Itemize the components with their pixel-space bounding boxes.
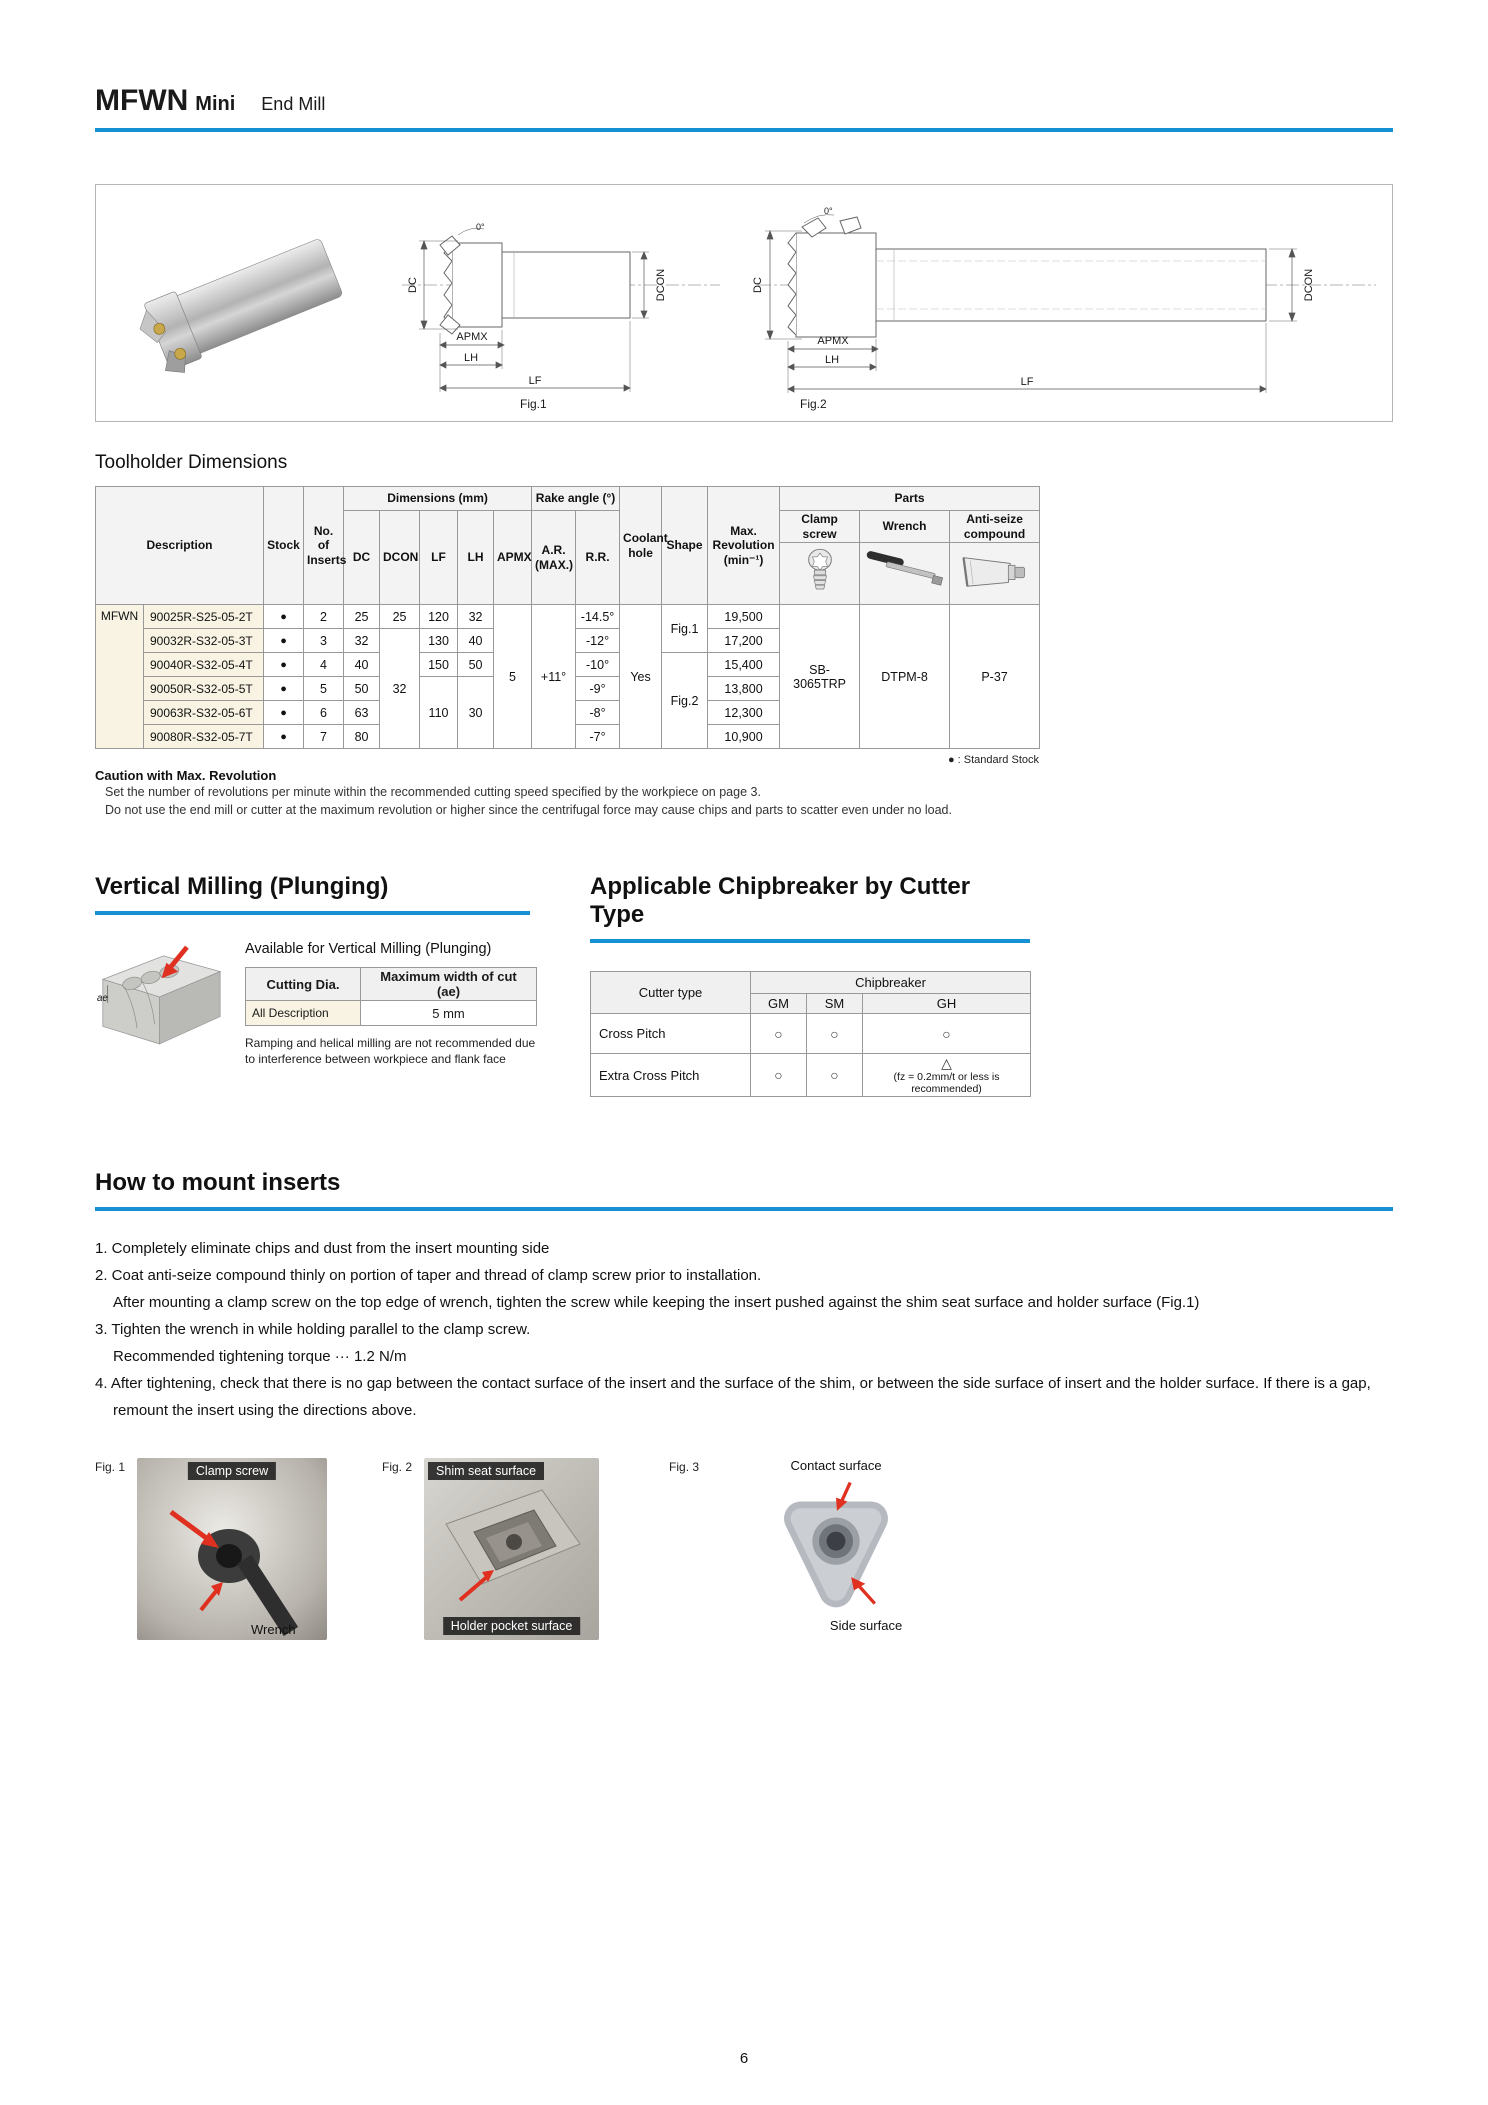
figure-1-photo <box>137 1458 327 1640</box>
chipbreaker-row <box>591 1014 1031 1054</box>
stock-cell: ● <box>264 677 304 701</box>
desc-cell: 90050R-S32-05-5T <box>144 677 264 701</box>
gh-note: (fz = 0.2mm/t or less is recommended) <box>893 1071 1000 1095</box>
chipbreaker-row <box>591 1054 1031 1097</box>
rev-cell: 13,800 <box>708 677 780 701</box>
figure-1-overlay <box>137 1458 327 1640</box>
fig1-lf-label: LF <box>528 375 542 387</box>
rev-cell: 17,200 <box>708 629 780 653</box>
col-header-rr: R.R. <box>576 511 620 605</box>
figure-2-overlay <box>424 1458 599 1640</box>
clamp-screw-icon <box>803 546 837 598</box>
stock-cell: ● <box>264 725 304 749</box>
figure-1 <box>95 1458 327 1640</box>
dc-cell: 63 <box>344 701 380 725</box>
ar-cell: +11° <box>532 605 576 749</box>
cutter-type-cell: Extra Cross Pitch <box>591 1054 751 1097</box>
dc-cell: 32 <box>344 629 380 653</box>
wrench-icon-cell <box>860 543 950 605</box>
rev-cell: 12,300 <box>708 701 780 725</box>
coolant-cell: Yes <box>620 605 662 749</box>
fig1-drawing <box>372 197 732 412</box>
col-header-coolant: Coolant hole <box>620 487 662 605</box>
mounting-step: 2. Coat anti-seize compound thinly on portion of taper and thread of clamp screw prior to installation. <box>95 1267 762 1285</box>
figure-2-label: Fig. 2 <box>382 1460 413 1475</box>
inserts-cell: 6 <box>304 701 344 725</box>
gh-header: GH <box>863 994 1031 1014</box>
ae-label: ae <box>96 993 108 1005</box>
fig1-dcon-label: DCON <box>655 268 667 302</box>
mounting-step: 3. Tighten the wrench in while holding parallel to the clamp screw. <box>95 1321 531 1339</box>
inserts-cell: 4 <box>304 653 344 677</box>
dc-cell: 25 <box>344 605 380 629</box>
gm-mark: ○ <box>751 1014 807 1054</box>
fig1-angle-label: 0° <box>476 222 485 232</box>
anti-seize-cell: P-37 <box>950 605 1040 749</box>
chipbreaker-heading: Applicable Chipbreaker by Cutter Type <box>590 873 971 929</box>
chipbreaker-group-header: Chipbreaker <box>751 972 1031 994</box>
shape-cell: Fig.2 <box>662 653 708 749</box>
caution-line: Set the number of revolutions per minute within the recommended cutting speed specified by the workpiece on page 3. <box>105 785 761 799</box>
mounting-step: 4. After tightening, check that there is no gap between the contact surface of the insert and the surface of the shim, or between the side surface of insert and the holder surface. If there is a gap, remount the insert using the directions above. <box>95 1375 1371 1420</box>
insert-illustration <box>721 1475 951 1613</box>
col-header-ar-max: A.R. (MAX.) <box>532 511 576 605</box>
col-header-anti-seize: Anti-seize compound <box>950 511 1040 543</box>
col-header-max-revolution: Max. Revolution (min⁻¹) <box>708 487 780 605</box>
vertical-milling-rule <box>95 911 530 915</box>
stock-cell: ● <box>264 701 304 725</box>
fig2-drawing <box>744 197 1384 412</box>
col-header-dcon: DCON <box>380 511 420 605</box>
dcon-cell: 32 <box>380 629 420 749</box>
lh-cell: 30 <box>458 677 494 749</box>
title-rule <box>95 128 1393 132</box>
dcon-cell: 25 <box>380 605 420 629</box>
col-group-parts: Parts <box>780 487 1040 511</box>
dc-cell: 80 <box>344 725 380 749</box>
col-group-rake-angle: Rake angle (°) <box>532 487 620 511</box>
chipbreaker-table <box>590 971 1031 1097</box>
col-header-wrench: Wrench <box>860 511 950 543</box>
lf-cell: 150 <box>420 653 458 677</box>
cutter-type-header: Cutter type <box>591 972 751 1014</box>
gh-mark: ○ <box>863 1014 1031 1054</box>
inserts-cell: 3 <box>304 629 344 653</box>
fig1-apmx-label: APMX <box>456 331 488 343</box>
gh-mark-cell <box>863 1054 1031 1097</box>
side-surface-callout: Side surface <box>829 1618 903 1634</box>
all-description-cell: All Description <box>246 1001 361 1026</box>
rev-cell: 19,500 <box>708 605 780 629</box>
fig2-angle-label: 0° <box>824 206 833 216</box>
lf-cell: 120 <box>420 605 458 629</box>
wrench-icon <box>863 547 949 597</box>
col-group-dimensions: Dimensions (mm) <box>344 487 532 511</box>
sm-header: SM <box>807 994 863 1014</box>
desc-cell: 90032R-S32-05-3T <box>144 629 264 653</box>
dc-cell: 50 <box>344 677 380 701</box>
col-header-lf: LF <box>420 511 458 605</box>
mounting-section <box>95 1169 1393 1424</box>
toolholder-row <box>96 605 1040 629</box>
clamp-screw-callout: Clamp screw <box>188 1462 276 1480</box>
vertical-milling-heading: Vertical Milling (Plunging) <box>95 873 389 901</box>
plunging-illustration <box>95 941 227 1053</box>
page-title: MFWN <box>95 84 189 117</box>
inserts-cell: 5 <box>304 677 344 701</box>
fig2-dcon-label: DCON <box>1303 268 1315 302</box>
contact-surface-callout: Contact surface <box>790 1458 882 1474</box>
col-header-lh: LH <box>458 511 494 605</box>
figure-3-content <box>711 1458 961 1633</box>
figure-2-photo <box>424 1458 599 1640</box>
col-header-description: Description <box>96 487 264 605</box>
desc-cell: 90025R-S25-05-2T <box>144 605 264 629</box>
standard-stock-note: ● : Standard Stock <box>947 754 1039 766</box>
rr-cell: -12° <box>576 629 620 653</box>
lf-cell: 110 <box>420 677 458 749</box>
fig2-apmx-label: APMX <box>817 335 849 347</box>
rev-cell: 15,400 <box>708 653 780 677</box>
chipbreaker-section <box>590 873 1030 1097</box>
lf-cell: 130 <box>420 629 458 653</box>
clamp-screw-cell: SB-3065TRP <box>780 605 860 749</box>
sm-mark: ○ <box>807 1014 863 1054</box>
col-header-inserts: No. of Inserts <box>304 487 344 605</box>
col-header-stock: Stock <box>264 487 304 605</box>
vertical-milling-section <box>95 873 536 1097</box>
gh-mark: △ <box>941 1055 952 1072</box>
page-title-type: End Mill <box>261 94 326 114</box>
plunging-table <box>245 967 537 1026</box>
fig2-lf-label: LF <box>1020 376 1034 388</box>
desc-cell: 90040R-S32-05-4T <box>144 653 264 677</box>
fig1-caption: Fig.1 <box>520 397 547 411</box>
figure-2 <box>382 1458 599 1640</box>
col-header-clamp-screw: Clamp screw <box>780 511 860 543</box>
page-title-sub: Mini <box>195 93 236 115</box>
stock-cell: ● <box>264 653 304 677</box>
mounting-step: 1. Completely eliminate chips and dust from the insert mounting side <box>95 1240 550 1258</box>
fig1-dc-label: DC <box>407 277 419 293</box>
rr-cell: -7° <box>576 725 620 749</box>
mid-sections <box>95 873 1393 1097</box>
mounting-heading: How to mount inserts <box>95 1169 341 1197</box>
anti-seize-tube-icon <box>955 549 1035 595</box>
figure-3-label: Fig. 3 <box>669 1460 700 1475</box>
page-number: 6 <box>739 2050 749 2067</box>
fig2-caption: Fig.2 <box>800 397 827 411</box>
apmx-cell: 5 <box>494 605 532 749</box>
inserts-cell: 2 <box>304 605 344 629</box>
brand-cell: MFWN <box>96 605 144 749</box>
rr-cell: -9° <box>576 677 620 701</box>
rr-cell: -8° <box>576 701 620 725</box>
toolholder-table <box>95 486 1040 749</box>
toolholder-dimensions-heading: Toolholder Dimensions <box>95 452 288 473</box>
max-width-header: Maximum width of cut (ae) <box>361 968 537 1001</box>
mounting-step-continuation: Recommended tightening torque ··· 1.2 N/m <box>113 1348 407 1366</box>
col-header-apmx: APMX <box>494 511 532 605</box>
ramping-note: Ramping and helical milling are not recommended due to interference between workpiece and flank face <box>245 1036 536 1067</box>
gm-mark: ○ <box>751 1054 807 1097</box>
plunging-available-note: Available for Vertical Milling (Plunging) <box>245 941 492 958</box>
clamp-screw-icon-cell <box>780 543 860 605</box>
gm-header: GM <box>751 994 807 1014</box>
rr-cell: -10° <box>576 653 620 677</box>
wrench-callout: Wrench <box>251 1622 296 1638</box>
shape-cell: Fig.1 <box>662 605 708 653</box>
dc-cell: 40 <box>344 653 380 677</box>
fig1-lh-label: LH <box>463 352 479 364</box>
stock-cell: ● <box>264 605 304 629</box>
endmill-photo <box>118 221 363 393</box>
rev-cell: 10,900 <box>708 725 780 749</box>
fig2-dc-label: DC <box>752 277 764 293</box>
caution-line: Do not use the end mill or cutter at the maximum revolution or higher since the centrifugal force may cause chips and parts to scatter even under no load. <box>105 803 952 818</box>
stock-cell: ● <box>264 629 304 653</box>
inserts-cell: 7 <box>304 725 344 749</box>
wrench-cell: DTPM-8 <box>860 605 950 749</box>
col-header-dc: DC <box>344 511 380 605</box>
mounting-step-continuation: After mounting a clamp screw on the top edge of wrench, tighten the screw while keeping the insert pushed against the shim seat surface and holder surface (Fig.1) <box>113 1294 1200 1312</box>
holder-pocket-surface-callout: Holder pocket surface <box>443 1617 581 1635</box>
figure-3 <box>669 1458 961 1633</box>
rr-cell: -14.5° <box>576 605 620 629</box>
lh-cell: 32 <box>458 605 494 629</box>
technical-drawings-panel <box>95 184 1393 422</box>
lh-cell: 50 <box>458 653 494 677</box>
fig2-lh-label: LH <box>824 354 840 366</box>
sm-mark: ○ <box>807 1054 863 1097</box>
desc-cell: 90080R-S32-05-7T <box>144 725 264 749</box>
mounting-steps <box>95 1235 1393 1424</box>
col-header-shape: Shape <box>662 487 708 605</box>
mounting-figures <box>95 1458 1393 1640</box>
shim-seat-surface-callout: Shim seat surface <box>428 1462 544 1480</box>
max-width-value-cell: 5 mm <box>361 1001 537 1026</box>
desc-cell: 90063R-S32-05-6T <box>144 701 264 725</box>
cutter-type-cell: Cross Pitch <box>591 1014 751 1054</box>
caution-title: Caution with Max. Revolution <box>95 768 277 783</box>
page-header <box>95 0 1393 118</box>
lh-cell: 40 <box>458 629 494 653</box>
mounting-rule <box>95 1207 1393 1211</box>
figure-1-label: Fig. 1 <box>95 1460 126 1475</box>
cutting-dia-header: Cutting Dia. <box>246 968 361 1001</box>
chipbreaker-rule <box>590 939 1030 943</box>
anti-seize-tube-icon-cell <box>950 543 1040 605</box>
